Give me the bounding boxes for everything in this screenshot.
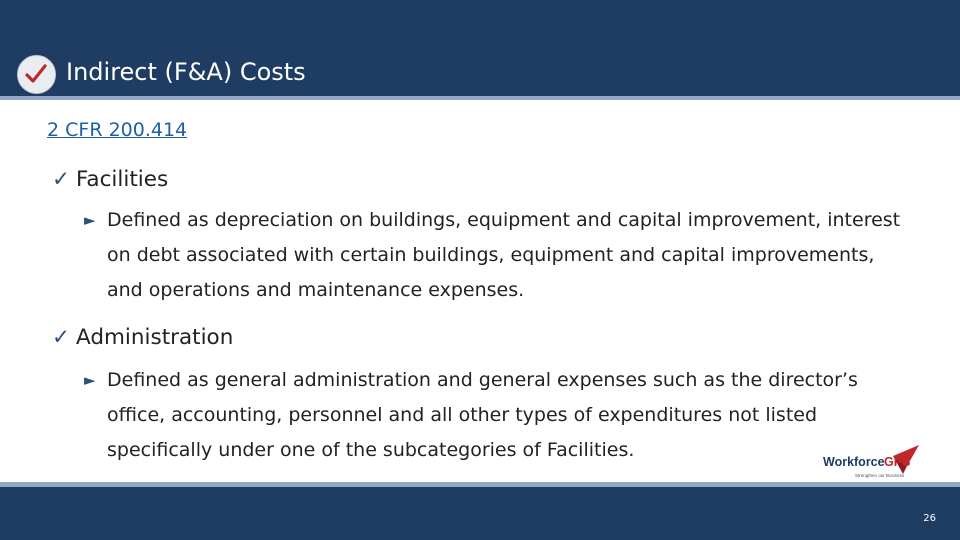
footer-divider — [0, 482, 960, 487]
description-text: Defined as depreciation on buildings, equipment and capital improvement, interest on debt associated with certain buildings, equipment and capital improvements, and operations and maintenance expenses. — [107, 209, 901, 301]
slide-footer-bar — [0, 482, 960, 540]
category-administration — [52, 325, 233, 350]
logo-tagline: Strengthen our Business — [855, 473, 905, 478]
checkmark-icon: ✓ — [52, 167, 71, 192]
category-heading: Facilities — [76, 167, 169, 192]
checkmark-icon: ✓ — [52, 325, 71, 350]
triangle-bullet-icon: ► — [84, 211, 96, 229]
header-divider — [0, 96, 960, 100]
slide-title: Indirect (F&A) Costs — [66, 58, 306, 86]
checkmark-badge — [17, 55, 56, 94]
workforcegps-logo — [823, 444, 923, 480]
logo-wordmark-accent: GPS — [884, 455, 911, 469]
regulation-citation-link[interactable]: 2 CFR 200.414 — [47, 119, 188, 141]
facilities-description — [84, 203, 914, 308]
administration-description — [84, 363, 914, 468]
category-facilities — [52, 167, 168, 192]
checkmark-icon — [25, 64, 47, 84]
triangle-bullet-icon: ► — [84, 371, 96, 389]
category-heading: Administration — [76, 325, 234, 350]
logo-wordmark: Workforce — [823, 455, 885, 469]
description-text: Defined as general administration and general expenses such as the director’s office, accounting, personnel and all other types of expenditures not listed specifically under one of the subcategories of Facilities. — [107, 369, 858, 461]
page-number: 26 — [923, 513, 936, 524]
